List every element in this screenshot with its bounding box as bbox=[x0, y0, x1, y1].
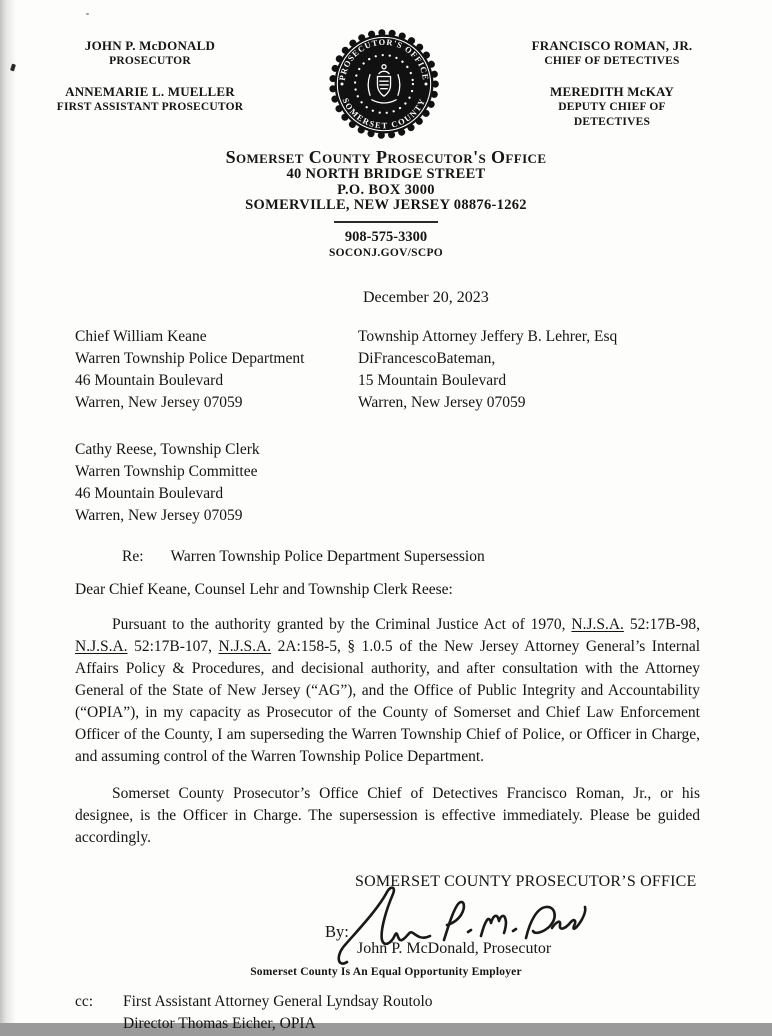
recipient-line: Warren, New Jersey 07059 bbox=[75, 393, 243, 411]
signature-typed-name: John P. McDonald, Prosecutor bbox=[357, 939, 552, 957]
office-address-block bbox=[0, 148, 772, 261]
recipient-township-clerk bbox=[75, 439, 700, 527]
cc-label: cc: bbox=[75, 992, 94, 1010]
salutation: Dear Chief Keane, Counsel Lehr and Township Clerk Reese: bbox=[75, 580, 453, 598]
official-name: MEREDITH McKAY bbox=[549, 84, 674, 99]
signature-block bbox=[75, 865, 700, 973]
recipient-line: DiFrancescoBateman, bbox=[358, 349, 496, 367]
letterhead bbox=[0, 0, 772, 145]
cc-names bbox=[123, 991, 433, 1036]
office-street: 40 NORTH BRIDGE STREET bbox=[286, 166, 486, 182]
re-line bbox=[75, 546, 700, 568]
official-name: FRANCISCO ROMAN, JR. bbox=[531, 38, 693, 53]
recipient-line: 46 Mountain Boulevard bbox=[75, 484, 224, 502]
official bbox=[522, 84, 702, 130]
official bbox=[55, 38, 245, 69]
cc-name: Director Thomas Eicher, OPIA bbox=[123, 1015, 316, 1032]
cc-name: First Assistant Attorney General Lyndsay Routolo bbox=[123, 992, 433, 1010]
recipient-line: 15 Mountain Boulevard bbox=[358, 371, 507, 389]
recipient-township-attorney bbox=[358, 326, 617, 414]
para-text: 52:17B-98, bbox=[623, 615, 701, 633]
office-city: SOMERVILLE, NEW JERSEY 08876-1262 bbox=[245, 197, 527, 213]
letter-body bbox=[0, 287, 772, 1036]
footer-eoe-notice: Somerset County Is An Equal Opportunity Employer bbox=[250, 966, 522, 978]
para-text: 52:17B-107, bbox=[127, 637, 219, 655]
recipient-line: 46 Mountain Boulevard bbox=[75, 371, 224, 389]
seal-bottom-text: SOMERSET COUNTY bbox=[340, 96, 427, 131]
recipient-chief-keane bbox=[75, 326, 358, 414]
official-title: DEPUTY CHIEF OF DETECTIVES bbox=[558, 101, 666, 128]
official bbox=[55, 84, 245, 115]
recipient-line: Township Attorney Jeffery B. Lehrer, Esq bbox=[358, 327, 618, 345]
recipient-line: Warren, New Jersey 07059 bbox=[75, 506, 243, 524]
recipient-line: Warren Township Police Department bbox=[75, 349, 305, 367]
recipient-line: Cathy Reese, Township Clerk bbox=[75, 440, 260, 458]
citation-njsa: N.J.S.A. bbox=[75, 637, 128, 655]
official-title: PROSECUTOR bbox=[109, 55, 191, 67]
office-name: Somerset County Prosecutor's Office bbox=[225, 147, 547, 167]
official bbox=[522, 38, 702, 69]
letterhead-divider bbox=[334, 221, 438, 223]
scan-edge-shadow bbox=[0, 0, 16, 1023]
scan-speck bbox=[86, 13, 89, 15]
office-pobox: P.O. BOX 3000 bbox=[337, 181, 435, 198]
official-title: FIRST ASSISTANT PROSECUTOR bbox=[56, 101, 244, 113]
re-label: Re: bbox=[122, 547, 144, 565]
seal-top-text: PROSECUTOR'S OFFICE bbox=[337, 37, 430, 82]
office-website: SOCONJ.GOV/SCPO bbox=[328, 246, 444, 259]
citation-njsa: N.J.S.A. bbox=[571, 615, 624, 633]
county-seal bbox=[328, 28, 440, 145]
recipient-line: Chief William Keane bbox=[75, 327, 207, 345]
signature-org-name: SOMERSET COUNTY PROSECUTOR’S OFFICE bbox=[355, 872, 697, 890]
para-text: 2A:158-5, § 1.0.5 of the New Jersey Attorney General’s Internal Affairs Policy & Procedures, and decisional authority, and after consultation with the Attorney General of the State of New Jersey (“AG”), and the Office of Public Integrity and Accountability (“OPIA”), in my capacity as Prosecutor of the County of Somerset and Chief Law Enforcement Officer of the County, I am superseding the Warren Township Chief of Police, or Officer in Charge, and assuming control of the Warren Township Police Department. bbox=[75, 637, 700, 765]
county-seal-icon bbox=[328, 28, 440, 140]
paragraph-authority bbox=[75, 614, 700, 768]
cc-block bbox=[75, 991, 700, 1036]
recipient-line: Warren Township Committee bbox=[75, 462, 258, 480]
official-name: JOHN P. McDONALD bbox=[84, 38, 216, 53]
recipient-line: Warren, New Jersey 07059 bbox=[358, 393, 526, 411]
letter-date: December 20, 2023 bbox=[363, 288, 489, 306]
para-text: Pursuant to the authority granted by the Criminal Justice Act of 1970, bbox=[112, 615, 572, 633]
re-subject: Warren Township Police Department Supersession bbox=[170, 547, 485, 565]
official-name: ANNEMARIE L. MUELLER bbox=[65, 84, 235, 99]
paragraph-officer-in-charge: Somerset County Prosecutor’s Office Chief of Detectives Francisco Roman, Jr., or his designee, is the Officer in Charge. The supersession is effective immediately. Please be guided accordingly. bbox=[75, 785, 700, 846]
office-phone: 908-575-3300 bbox=[344, 228, 428, 245]
citation-njsa: N.J.S.A. bbox=[218, 637, 272, 655]
official-title: CHIEF OF DETECTIVES bbox=[544, 55, 680, 67]
letterhead-left-officials bbox=[55, 38, 245, 115]
letterhead-right-officials bbox=[522, 38, 702, 130]
signature-by-label: By: bbox=[325, 921, 349, 941]
recipient-row bbox=[75, 326, 700, 414]
